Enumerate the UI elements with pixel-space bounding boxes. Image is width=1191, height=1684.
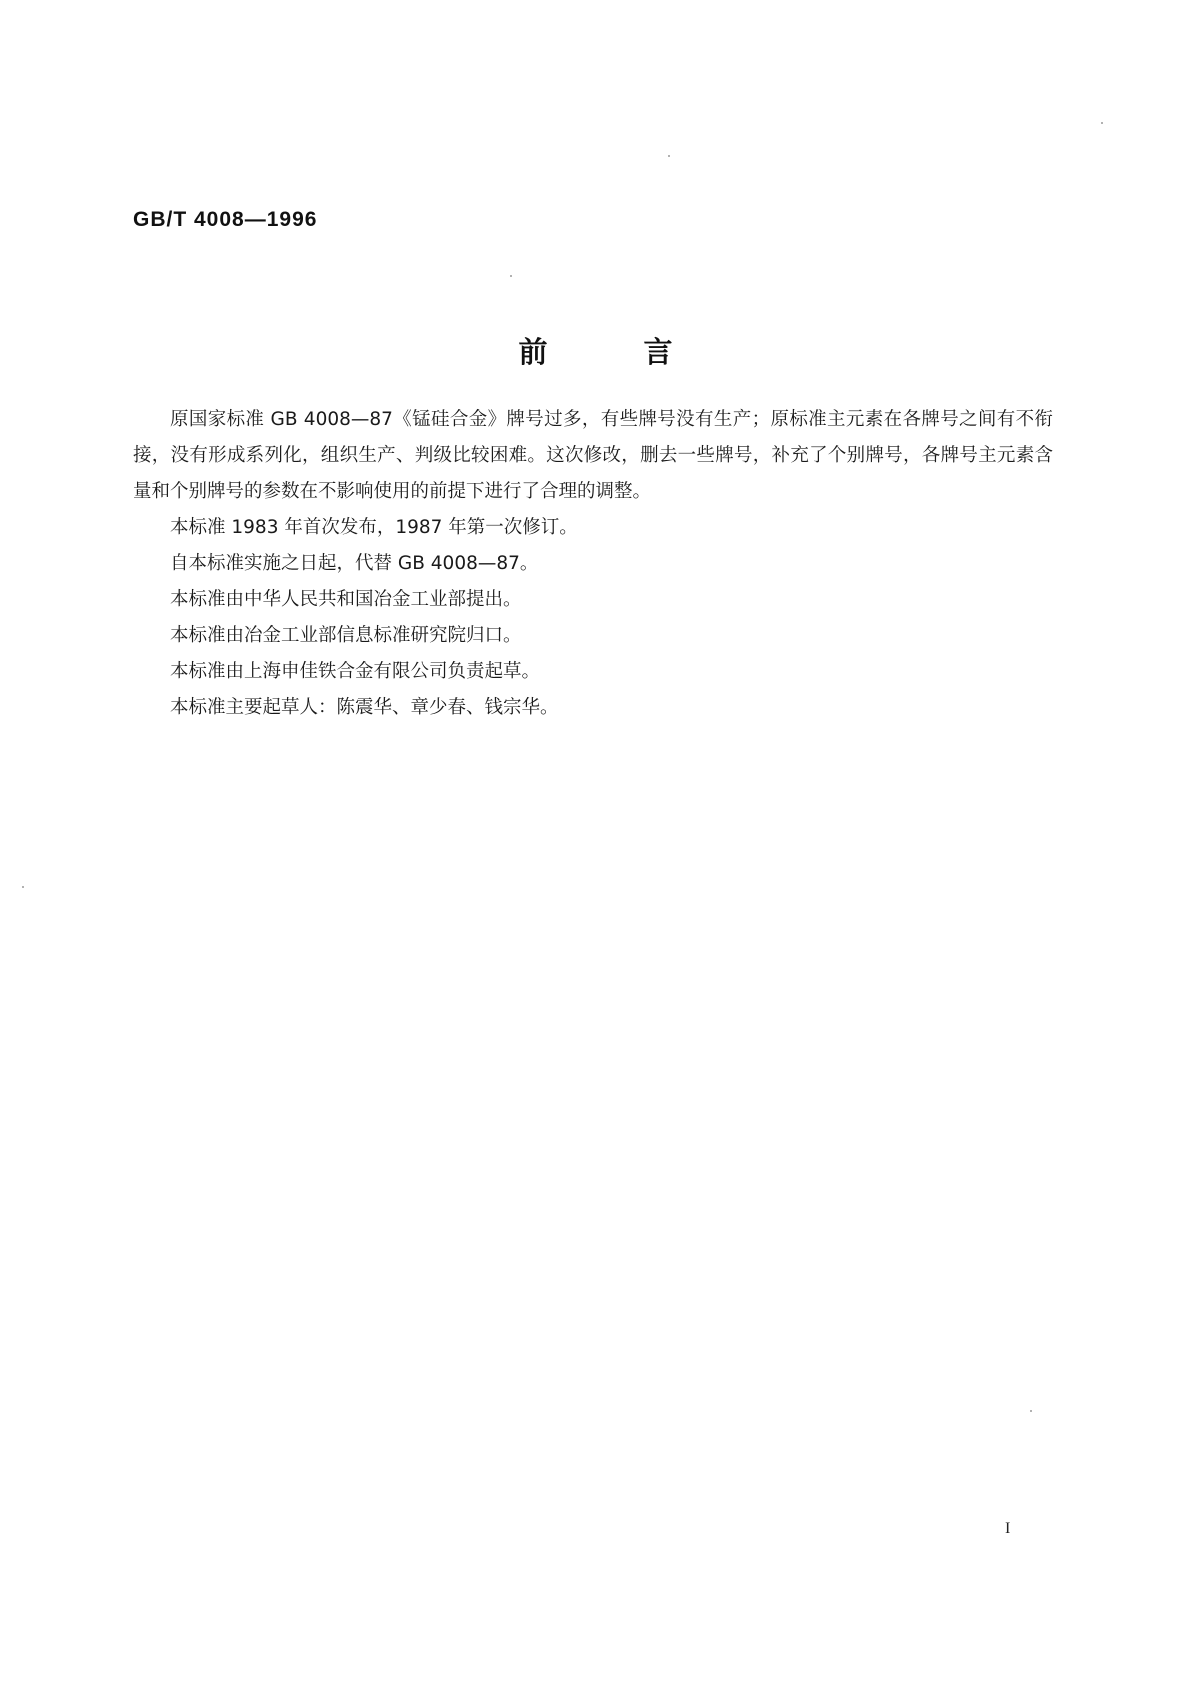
scan-speck bbox=[1101, 122, 1103, 124]
standard-code: GB/T 4008—1996 bbox=[133, 208, 318, 231]
scan-speck bbox=[668, 155, 670, 157]
paragraph: 原国家标准 GB 4008—87《锰硅合金》牌号过多，有些牌号没有生产；原标准主元素在各牌号之间有不衔接，没有形成系列化，组织生产、判级比较困难。这次修改，删去一些牌号，补充了个别牌号，各牌号主元素含量和个别牌号的参数在不影响使用的前提下进行了合理的调整。 bbox=[133, 409, 1053, 502]
paragraph: 本标准由中华人民共和国冶金工业部提出。 bbox=[170, 589, 522, 610]
foreword-body bbox=[133, 402, 1053, 726]
page-title: 前言 bbox=[518, 335, 769, 369]
paragraph: 本标准主要起草人：陈震华、章少春、钱宗华。 bbox=[170, 697, 559, 718]
paragraph: 自本标准实施之日起，代替 GB 4008—87。 bbox=[170, 553, 539, 574]
scan-speck bbox=[1030, 1410, 1032, 1412]
scan-speck bbox=[510, 275, 512, 277]
paragraph: 本标准由冶金工业部信息标准研究院归口。 bbox=[170, 625, 522, 646]
page-number: I bbox=[1005, 1520, 1011, 1537]
paragraph: 本标准由上海申佳铁合金有限公司负责起草。 bbox=[170, 661, 541, 682]
scan-speck bbox=[22, 886, 24, 888]
paragraph: 本标准 1983 年首次发布，1987 年第一次修订。 bbox=[170, 517, 578, 538]
